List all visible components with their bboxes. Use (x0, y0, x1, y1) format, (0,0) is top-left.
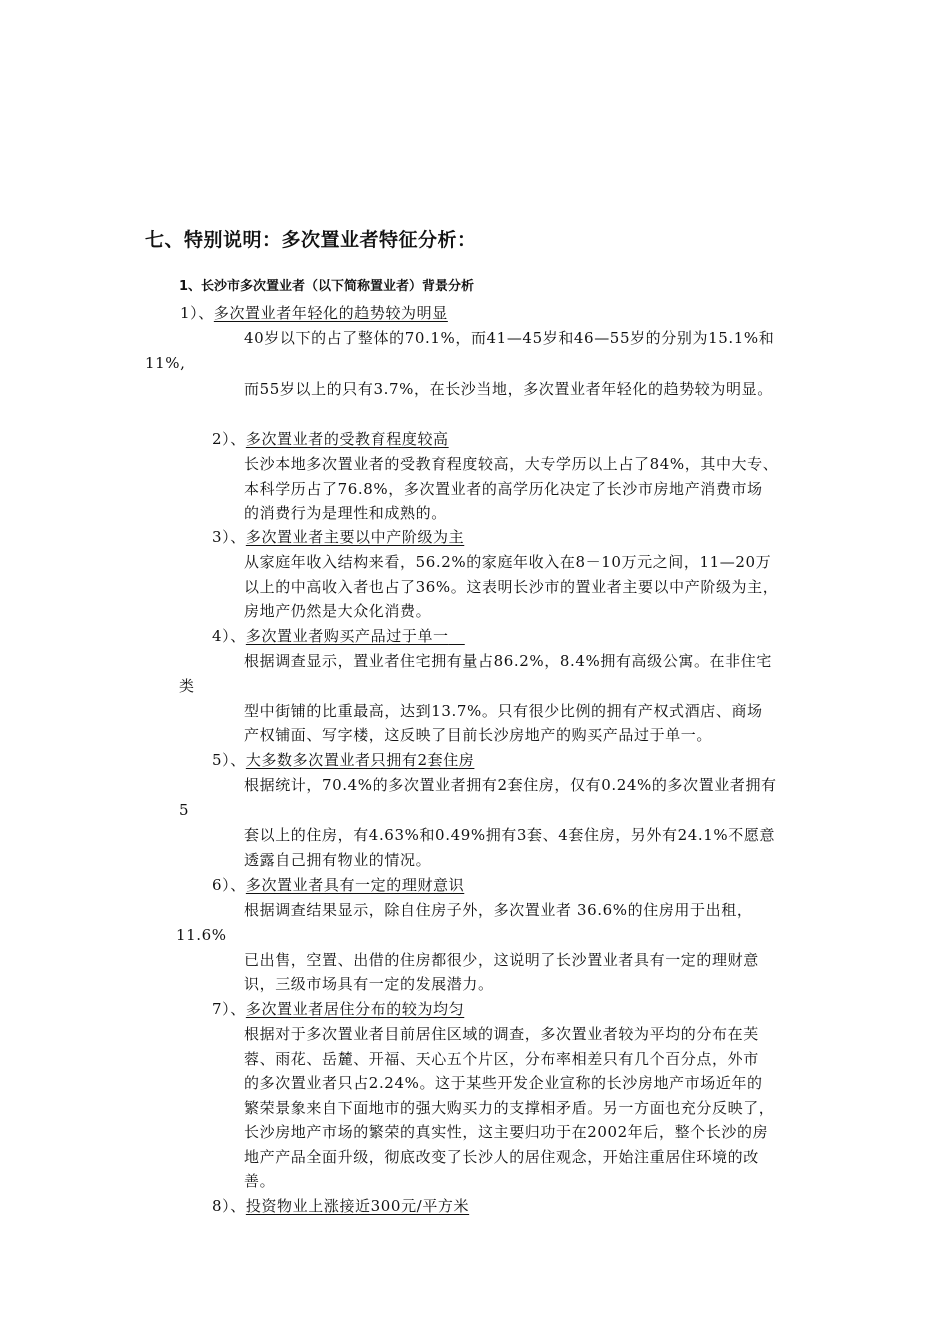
paragraph-line: 11%, (145, 354, 186, 372)
paragraph-line: 从家庭年收入结构来看，56.2%的家庭年收入在8－10万元之间，11—20万 (244, 553, 772, 571)
paragraph-line: 根据对于多次置业者目前居住区域的调查，多次置业者较为平均的分布在芙 (244, 1025, 759, 1043)
paragraph-line: 长沙房地产市场的繁荣的真实性，这主要归功于在2002年后，整个长沙的房 (244, 1123, 769, 1141)
point-title: 多次置业者年轻化的趋势较为明显 (213, 304, 448, 322)
paragraph-line: 识，三级市场具有一定的发展潜力。 (244, 975, 494, 993)
paragraph-line: 40岁以下的占了整体的70.1%，而41—45岁和46—55岁的分别为15.1%和 (244, 329, 775, 347)
point-title: 多次置业者主要以中产阶级为主 (245, 528, 465, 546)
point-number: 3）、 (212, 528, 246, 546)
paragraph-line: 以上的中高收入者也占了36%。这表明长沙市的置业者主要以中产阶级为主， (244, 578, 779, 596)
paragraph-line: 11.6% (176, 926, 227, 944)
paragraph-line: 繁荣景象来自下面地市的强大购买力的支撑相矛盾。另一方面也充分反映了， (244, 1099, 775, 1117)
paragraph-line: 地产产品全面升级，彻底改变了长沙人的居住观念，开始注重居住环境的改 (244, 1148, 759, 1166)
paragraph-line: 的消费行为是理性和成熟的。 (244, 504, 447, 522)
point-heading-4 (212, 626, 465, 646)
paragraph-line: 本科学历占了76.8%，多次置业者的高学历化决定了长沙市房地产消费市场 (244, 480, 763, 498)
paragraph-line: 蓉、雨花、岳麓、开福、天心五个片区，分布率相差只有几个百分点，外市 (244, 1050, 759, 1068)
point-heading-7 (212, 999, 464, 1019)
point-number: 7）、 (212, 1000, 246, 1018)
paragraph-line: 善。 (244, 1172, 276, 1190)
paragraph-line: 根据调查结果显示，除自住房子外，多次置业者 36.6%的住房用于出租， (244, 901, 753, 919)
paragraph-line: 房地产仍然是大众化消费。 (244, 602, 432, 620)
paragraph-line: 的多次置业者只占2.24%。这于某些开发企业宣称的长沙房地产市场近年的 (244, 1074, 763, 1092)
paragraph-line: 根据统计，70.4%的多次置业者拥有2套住房，仅有0.24%的多次置业者拥有 (244, 776, 777, 794)
paragraph-line: 透露自己拥有物业的情况。 (244, 851, 432, 869)
point-heading-6 (212, 875, 464, 895)
point-heading-1 (180, 303, 448, 323)
point-number: 8）、 (212, 1197, 246, 1215)
paragraph-line: 类 (179, 677, 195, 695)
point-number: 5）、 (212, 751, 246, 769)
point-number: 2）、 (212, 430, 246, 448)
point-title: 投资物业上涨接近300元/平方米 (245, 1197, 470, 1215)
point-title: 多次置业者具有一定的理财意识 (245, 876, 465, 894)
point-title: 多次置业者购买产品过于单一 (245, 627, 449, 645)
paragraph-line: 长沙本地多次置业者的受教育程度较高，大专学历以上占了84%，其中大专、 (244, 455, 779, 473)
point-number: 4）、 (212, 627, 246, 645)
title-underline-tail (449, 627, 465, 645)
section-heading: 七、特别说明：多次置业者特征分析： (145, 229, 477, 251)
point-heading-3 (212, 527, 464, 547)
point-number: 6）、 (212, 876, 246, 894)
point-title: 大多数多次置业者只拥有2套住房 (245, 751, 475, 769)
point-title: 多次置业者的受教育程度较高 (245, 430, 449, 448)
paragraph-line: 型中街铺的比重最高，达到13.7%。只有很少比例的拥有产权式酒店、商场 (244, 702, 763, 720)
point-heading-2 (212, 429, 449, 449)
paragraph-line: 5 (179, 801, 190, 819)
paragraph-line: 产权铺面、写字楼，这反映了目前长沙房地产的购买产品过于单一。 (244, 726, 713, 744)
paragraph-line: 已出售，空置、出借的住房都很少，这说明了长沙置业者具有一定的理财意 (244, 951, 759, 969)
paragraph-line: 而55岁以上的只有3.7%，在长沙当地，多次置业者年轻化的趋势较为明显。 (244, 380, 773, 398)
point-number: 1）、 (180, 304, 214, 322)
point-heading-5 (212, 750, 474, 770)
point-title: 多次置业者居住分布的较为均匀 (245, 1000, 465, 1018)
paragraph-line: 根据调查显示，置业者住宅拥有量占86.2%，8.4%拥有高级公寓。在非住宅 (244, 652, 772, 670)
subsection-heading: 1、长沙市多次置业者（以下简称置业者）背景分析 (179, 279, 475, 294)
paragraph-line: 套以上的住房，有4.63%和0.49%拥有3套、4套住房，另外有24.1%不愿意 (244, 826, 776, 844)
point-heading-8 (212, 1196, 469, 1216)
